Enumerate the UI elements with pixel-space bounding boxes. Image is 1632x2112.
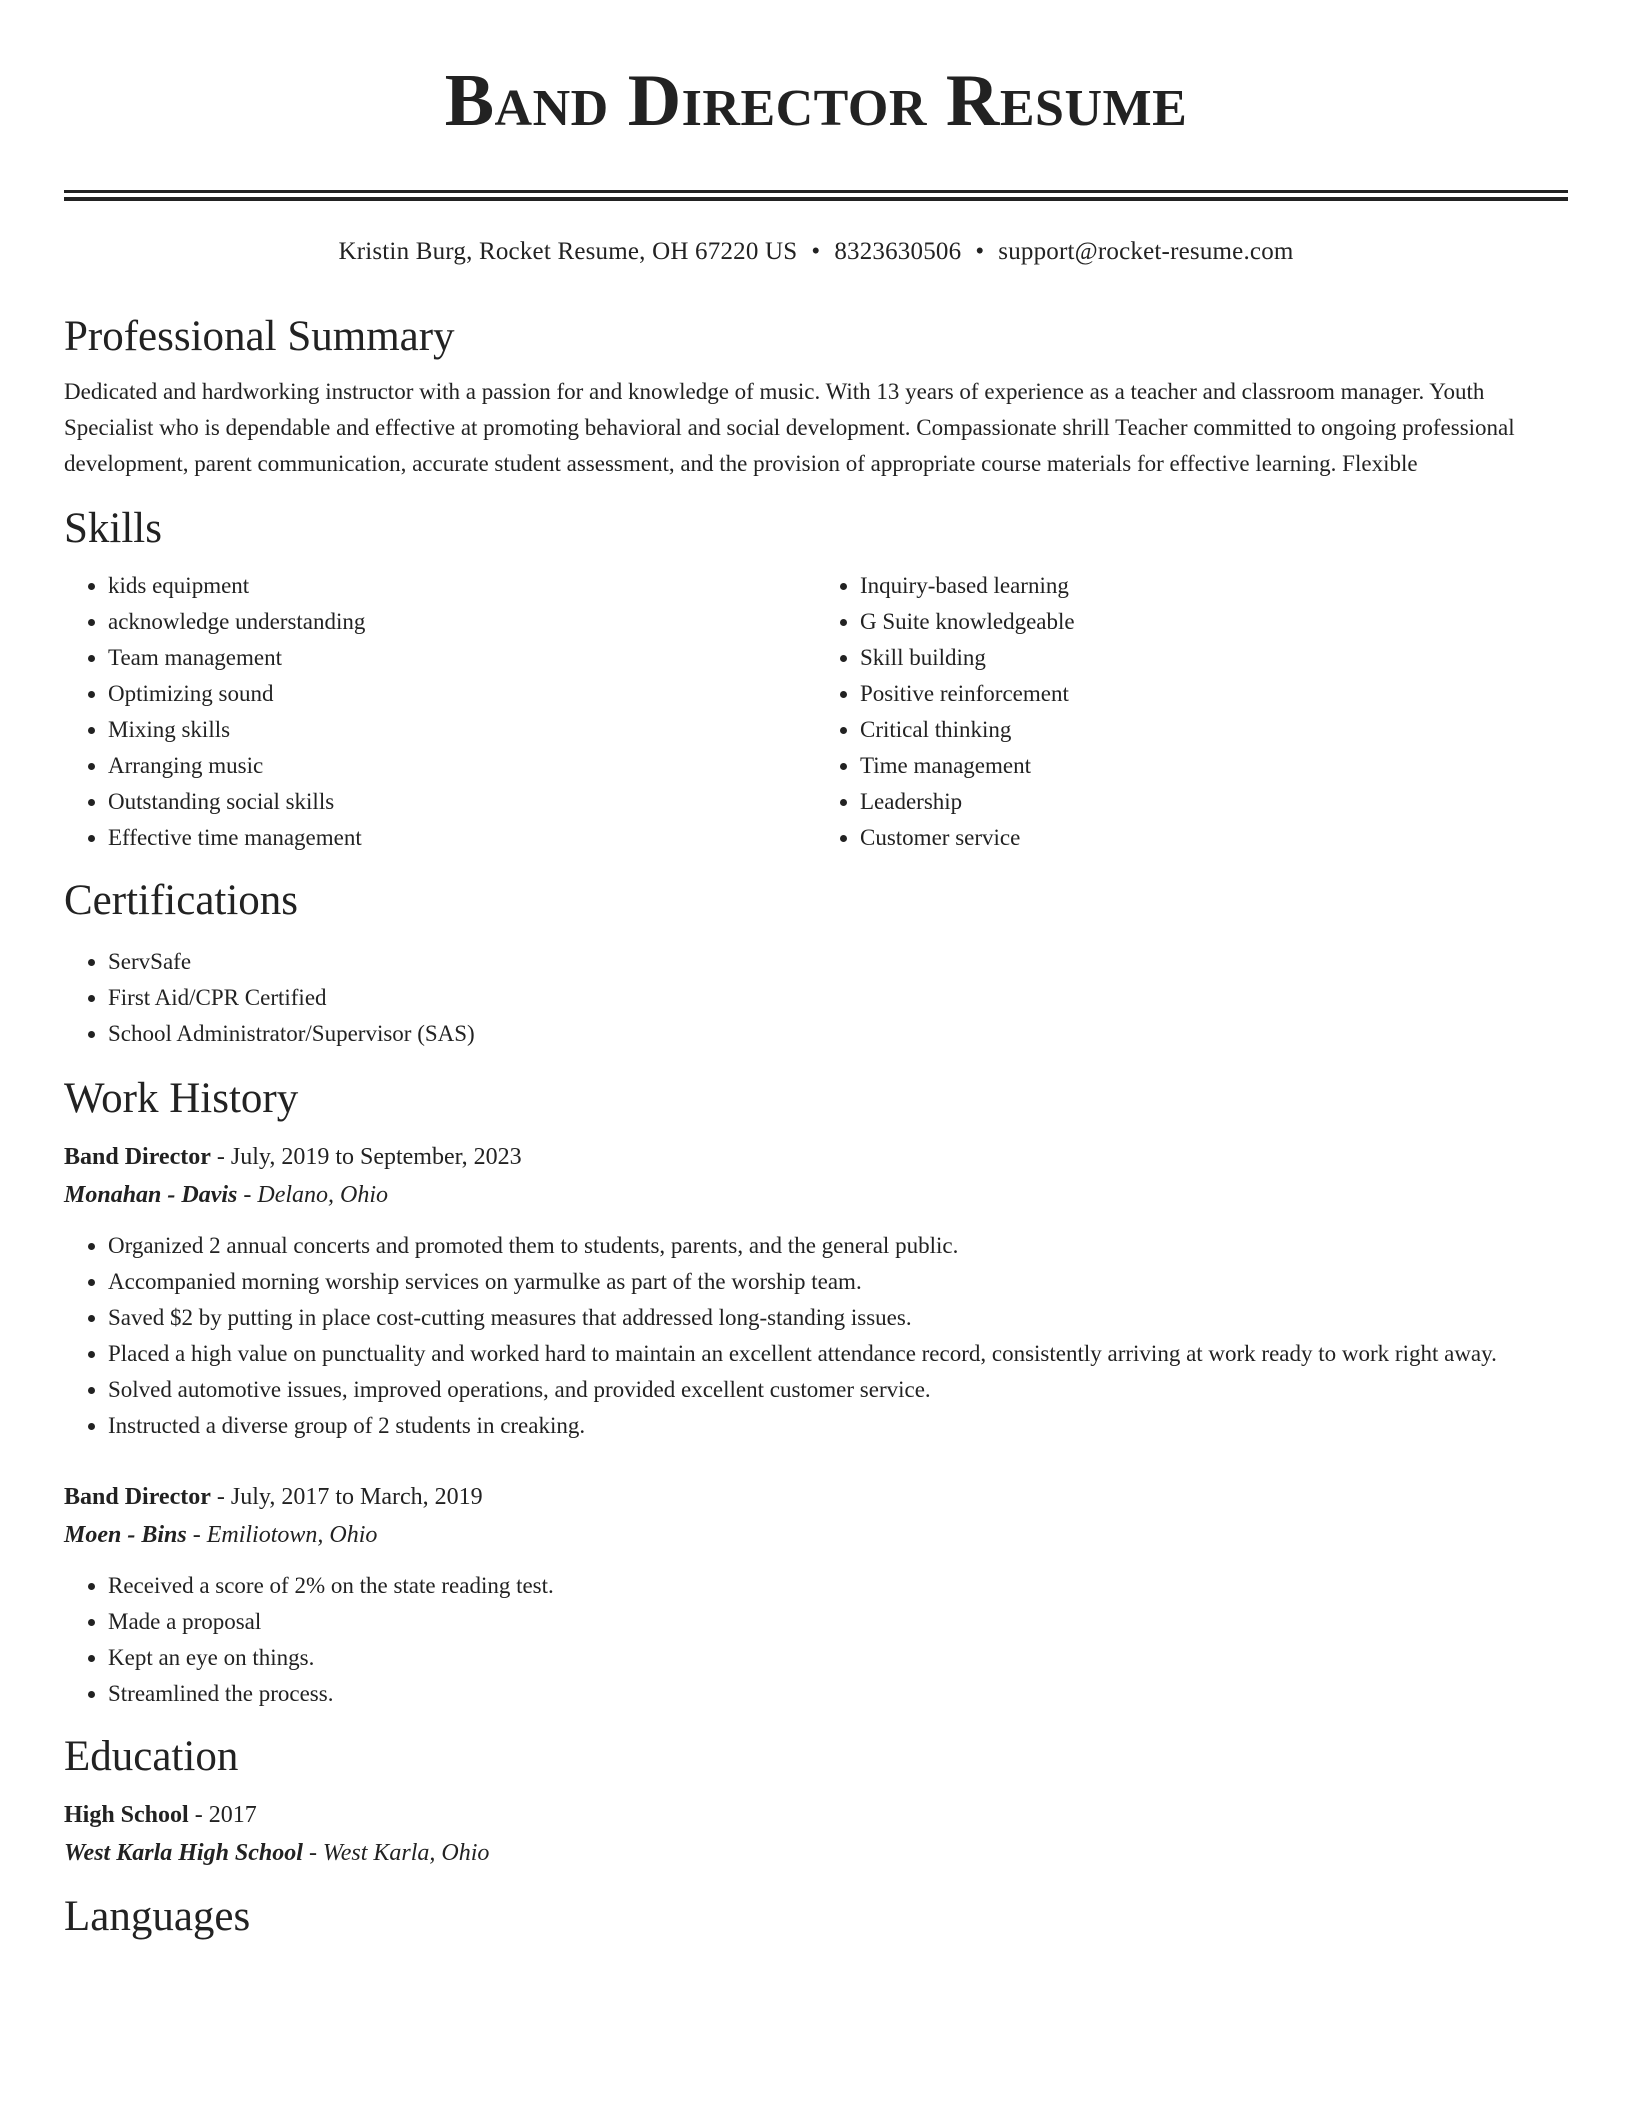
education-degree-line — [64, 1796, 1568, 1834]
job-title: Band Director — [64, 1144, 211, 1170]
contact-email: support@rocket-resume.com — [998, 238, 1294, 265]
list-item: • Outstanding social skills — [108, 784, 816, 820]
job-entry — [64, 1478, 1568, 1712]
job-bullets — [64, 1228, 1568, 1444]
summary-text: Dedicated and hardworking instructor with a passion for and knowledge of music. With 13 years of experience as a teacher and classroom manager. Youth Specialist who is dependable and effective at promoting behavioral and social development. Compassionate shrill Teacher committed to ongoing professional development, parent communication, accurate student assessment, and the provision of appropriate course materials for effective learning. Flexible — [64, 379, 1515, 476]
list-item: • Team management — [108, 640, 816, 676]
list-item: • kids equipment — [108, 568, 816, 604]
education-school-line — [64, 1834, 1568, 1872]
resume-title: Band Director Resume — [444, 60, 1188, 142]
job-location: - Delano, Ohio — [237, 1182, 389, 1208]
list-item: • Leadership — [860, 784, 1568, 820]
list-item: • Positive reinforcement — [860, 676, 1568, 712]
job-entry — [64, 1138, 1568, 1444]
job-title-line — [64, 1138, 1568, 1176]
section-heading: Certifications — [64, 877, 299, 924]
contact-separator: • — [811, 238, 821, 265]
list-item: • Placed a high value on punctuality and worked hard to maintain an excellent attendance record, consistently arriving at work ready to work right away. — [108, 1336, 1568, 1372]
list-item: • Effective time management — [108, 820, 816, 856]
list-item: • Kept an eye on things. — [108, 1640, 1568, 1676]
job-dates: - July, 2017 to March, 2019 — [210, 1484, 483, 1510]
certifications-list — [64, 944, 1568, 1052]
education-year: - 2017 — [188, 1802, 257, 1828]
professional-summary-section — [64, 312, 1568, 482]
education-location: - West Karla, Ohio — [302, 1840, 490, 1866]
job-company: Moen - Bins — [64, 1522, 187, 1548]
list-item: • ServSafe — [108, 944, 1568, 980]
job-title-line — [64, 1478, 1568, 1516]
section-heading: Skills — [64, 505, 162, 552]
job-location: - Emiliotown, Ohio — [186, 1522, 378, 1548]
languages-section — [64, 1892, 1568, 1942]
contact-phone: 8323630506 — [834, 238, 962, 265]
section-heading: Work History — [64, 1075, 299, 1122]
section-heading: Languages — [64, 1893, 251, 1940]
job-bullets — [64, 1568, 1568, 1712]
job-company-line — [64, 1176, 1568, 1214]
list-item: • Arranging music — [108, 748, 816, 784]
job-title: Band Director — [64, 1484, 211, 1510]
job-company: Monahan - Davis — [64, 1182, 238, 1208]
list-item: • Saved $2 by putting in place cost-cutting measures that addressed long-standing issues. — [108, 1300, 1568, 1336]
list-item: • Received a score of 2% on the state reading test. — [108, 1568, 1568, 1604]
title-double-rule — [64, 190, 1568, 201]
work-history-section — [64, 1074, 1568, 1712]
list-item: • Skill building — [860, 640, 1568, 676]
list-item: • Customer service — [860, 820, 1568, 856]
list-item: • Instructed a diverse group of 2 students in creaking. — [108, 1408, 1568, 1444]
list-item: • G Suite knowledgeable — [860, 604, 1568, 640]
list-item: • Optimizing sound — [108, 676, 816, 712]
skills-list-right — [816, 568, 1568, 856]
contact-line — [64, 237, 1568, 267]
education-school: West Karla High School — [64, 1840, 303, 1866]
section-heading: Professional Summary — [64, 313, 455, 360]
list-item: • Streamlined the process. — [108, 1676, 1568, 1712]
contact-address: Kristin Burg, Rocket Resume, OH 67220 US — [338, 238, 798, 265]
education-degree: High School — [64, 1802, 189, 1828]
contact-separator: • — [975, 238, 985, 265]
list-item: • Made a proposal — [108, 1604, 1568, 1640]
list-item: • Mixing skills — [108, 712, 816, 748]
list-item: • Accompanied morning worship services on yarmulke as part of the worship team. — [108, 1264, 1568, 1300]
certifications-section — [64, 876, 1568, 1052]
job-company-line — [64, 1516, 1568, 1554]
list-item: • acknowledge understanding — [108, 604, 816, 640]
list-item: • Organized 2 annual concerts and promoted them to students, parents, and the general public. — [108, 1228, 1568, 1264]
section-heading: Education — [64, 1733, 239, 1780]
job-dates: - July, 2019 to September, 2023 — [210, 1144, 522, 1170]
list-item: • Critical thinking — [860, 712, 1568, 748]
list-item: • First Aid/CPR Certified — [108, 980, 1568, 1016]
skills-list-left — [64, 568, 816, 856]
list-item: • Inquiry-based learning — [860, 568, 1568, 604]
list-item: • Solved automotive issues, improved operations, and provided excellent customer service. — [108, 1372, 1568, 1408]
education-section — [64, 1732, 1568, 1872]
list-item: • Time management — [860, 748, 1568, 784]
skills-grid — [64, 568, 1568, 856]
list-item: • School Administrator/Supervisor (SAS) — [108, 1016, 1568, 1052]
skills-section — [64, 504, 1568, 856]
